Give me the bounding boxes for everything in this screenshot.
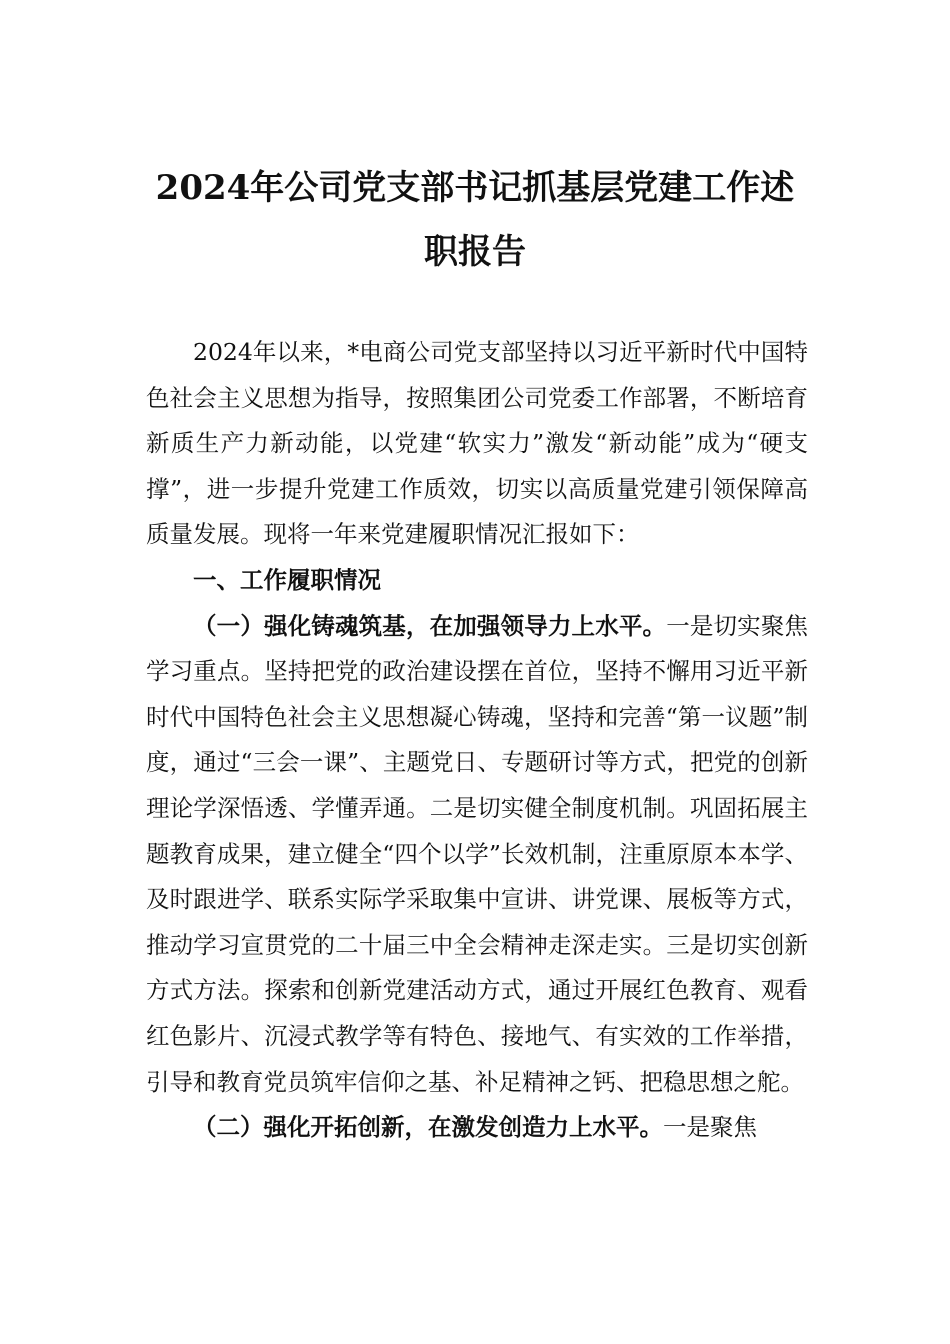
section-heading-1: 一、工作履职情况 [193,565,381,594]
subsection-1-body: 一是切实聚焦学习重点。坚持把党的政治建设摆在首位，坚持不懈用习近平新时代中国特色社会主义思想凝心铸魂，坚持和完善“第一议题”制度，通过“三会一课”、主题党日、专题研讨等方式，把党的创新理论学深悟透、学懂弄通。二是切实健全制度机制。巩固拓展主题教育成果，建立健全“四个以学”长效机制，注重原原本本学、及时跟进学、联系实际学采取集中宣讲、讲党课、展板等方式，推动学习宣贯党的二十届三中全会精神走深走实。三是切实创新方式方法。探索和创新党建活动方式，通过开展红色教育、观看红色影片、沉浸式教学等有特色、接地气、有实效的工作举措，引导和教育党员筑牢信仰之基、补足精神之钙、把稳思想之舵。 [146,611,809,1096]
subsection-2-body: 一是聚焦 [663,1113,757,1142]
document-title-line2: 职报告 [424,232,526,272]
subsection-2-title: （二）强化开拓创新，在激发创造力上水平。 [193,1113,663,1142]
subsection-2-paragraph [146,1105,808,1151]
document-body [146,330,808,1151]
subsection-1-paragraph [146,604,808,1106]
document-title-line1: 2024年公司党支部书记抓基层党建工作述 [155,168,795,208]
subsection-1-title: （一）强化铸魂筑基，在加强领导力上水平。 [193,611,667,640]
intro-paragraph: 2024年以来，*电商公司党支部坚持以习近平新时代中国特色社会主义思想为指导，按照集团公司党委工作部署，不断培育新质生产力新动能，以党建“软实力”激发“新动能”成为“硬支撑”，进一步提升党建工作质效，切实以高质量党建引领保障高质量发展。现将一年来党建履职情况汇报如下： [146,338,808,549]
